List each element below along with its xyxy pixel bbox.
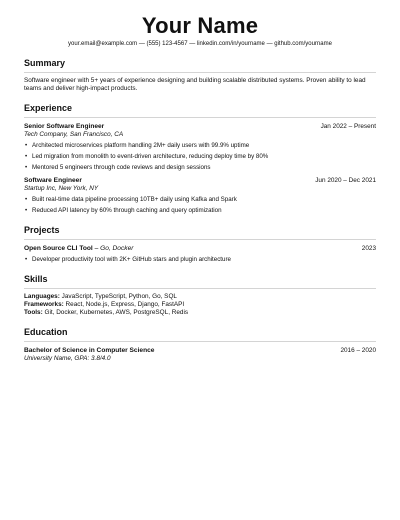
project-bullets (24, 256, 376, 264)
education-header-row (24, 347, 376, 355)
job-header-row (24, 123, 376, 131)
skill-value: JavaScript, TypeScript, Python, Go, SQL (59, 293, 177, 300)
projects-heading: Projects (24, 225, 376, 240)
skills-heading: Skills (24, 274, 376, 289)
skill-label: Languages: (24, 293, 60, 300)
bullet-item: • Built real-time data pipeline processing 10TB+ daily using Kafka and Spark (24, 196, 376, 204)
job-title: Senior Software Engineer (24, 123, 105, 130)
skill-line-frameworks (24, 301, 376, 309)
job-company: Startup Inc, New York, NY (24, 185, 99, 192)
bullet-item: • Led migration from monolith to event-driven architecture, reducing deploy time by 80% (24, 153, 376, 161)
summary-heading: Summary (24, 58, 376, 73)
job-title: Software Engineer (24, 177, 82, 184)
skills-list (24, 293, 376, 317)
skill-label: Frameworks: (24, 301, 64, 308)
experience-entry (24, 177, 376, 215)
school: University Name, GPA: 3.8/4.0 (24, 355, 111, 362)
experience-entry (24, 123, 376, 172)
job-bullets (24, 142, 376, 172)
skill-line-languages (24, 293, 376, 301)
candidate-name: Your Name (141, 13, 259, 38)
skill-value: Git, Docker, Kubernetes, AWS, PostgreSQL, Redis (42, 309, 189, 316)
experience-heading: Experience (24, 103, 376, 118)
contact-line: your.email@example.com — (555) 123-4567 — linkedin.com/in/yourname — github.com/yourname (68, 41, 332, 47)
education-dates: 2016 – 2020 (340, 347, 376, 354)
project-title-line (24, 245, 133, 253)
job-header-row (24, 177, 376, 185)
project-header-row (24, 245, 376, 253)
education-entry (24, 347, 376, 363)
degree: Bachelor of Science in Computer Science (24, 347, 155, 354)
skill-line-tools (24, 309, 376, 317)
job-bullets (24, 196, 376, 215)
bullet-item: • Mentored 5 engineers through code reviews and design sessions (24, 164, 376, 172)
project-year: 2023 (361, 245, 376, 252)
skill-label: Tools: (24, 309, 43, 316)
job-dates: Jun 2020 – Dec 2021 (315, 177, 376, 184)
bullet-item: • Architected microservices platform handling 2M+ daily users with 99.9% uptime (24, 142, 376, 150)
project-tech: – Go, Docker (92, 245, 134, 252)
bullet-item: • Developer productivity tool with 2K+ GitHub stars and plugin architecture (24, 256, 376, 264)
job-dates: Jan 2022 – Present (320, 123, 376, 130)
summary-text: Software engineer with 5+ years of experience designing and building scalable distributed systems. Proven ability to lead teams and deliver high-impact products. (24, 77, 366, 92)
skill-value: React, Node.js, Express, Django, FastAPI (63, 301, 185, 308)
resume-header (24, 14, 376, 48)
education-heading: Education (24, 327, 376, 342)
project-entry (24, 245, 376, 264)
project-name: Open Source CLI Tool (24, 245, 93, 252)
bullet-item: • Reduced API latency by 60% through caching and query optimization (24, 207, 376, 215)
job-company: Tech Company, San Francisco, CA (24, 131, 124, 138)
